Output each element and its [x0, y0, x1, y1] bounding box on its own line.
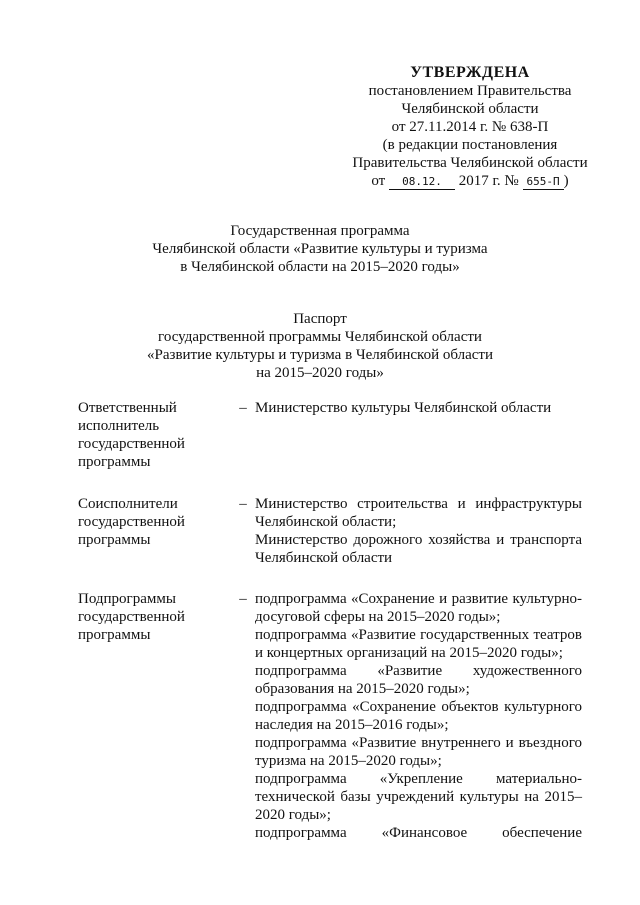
row-label-line: Подпрограммы: [78, 591, 176, 607]
program-title: [120, 222, 520, 276]
approval-number-filled: 655-П: [523, 175, 564, 190]
row-label-line: Ответственный: [78, 400, 177, 416]
passport-title-line-4: на 2015–2020 годы»: [256, 365, 384, 381]
approval-from-prefix: от: [371, 173, 386, 189]
row-dash: –: [239, 591, 247, 607]
passport-row-coexecutors: [78, 495, 582, 567]
row-label-line: государственной: [78, 609, 185, 625]
row-dash: –: [239, 400, 247, 416]
approval-line-2: Челябинской области: [401, 101, 539, 117]
passport-row-responsible: [78, 399, 582, 471]
approval-line-4: (в редакции постановления: [382, 137, 558, 153]
row-paragraph: Министерство дорожного хозяйства и транспорта Челябинской области: [255, 532, 582, 566]
approval-line-3: от 27.11.2014 г. № 638-П: [391, 119, 549, 135]
row-dash: –: [239, 496, 247, 512]
row-paragraph: Министерство культуры Челябинской области: [255, 400, 552, 416]
row-label-line: программы: [78, 627, 151, 643]
approval-date-filled: 08.12.: [389, 175, 455, 190]
approval-line-1: постановлением Правительства: [368, 83, 572, 99]
row-content: [255, 590, 582, 842]
row-paragraph: подпрограмма «Развитие государственных театров и концертных организаций на 2015–2020 годы»;: [255, 627, 582, 661]
row-content: [255, 399, 582, 471]
row-paragraph: подпрограмма «Укрепление материально-технической базы учреждений культуры на 2015–2020 годы»;: [255, 771, 582, 823]
approval-line-6: [350, 172, 590, 190]
passport-title-line-1: Паспорт: [293, 311, 347, 327]
program-title-line-2: Челябинской области «Развитие культуры и туризма: [152, 241, 488, 257]
passport-row-subprograms: [78, 590, 582, 842]
passport-title-line-3: «Развитие культуры и туризма в Челябинской области: [147, 347, 493, 363]
passport-title: [110, 310, 530, 382]
program-title-line-3: в Челябинской области на 2015–2020 годы»: [180, 259, 460, 275]
row-label-line: Соисполнители: [78, 496, 178, 512]
row-label-line: программы: [78, 532, 151, 548]
approval-stamp-block: [350, 63, 590, 190]
row-paragraph: Министерство строительства и инфраструктуры Челябинской области;: [255, 496, 582, 530]
row-paragraph: подпрограмма «Сохранение объектов культурного наследия на 2015–2016 годы»;: [255, 699, 582, 733]
row-label-line: государственной: [78, 436, 185, 452]
approval-line-5: Правительства Челябинской области: [352, 155, 588, 171]
row-label: [78, 399, 233, 471]
approval-close-paren: ): [563, 173, 569, 189]
row-paragraph: подпрограмма «Развитие художественного образования на 2015–2020 годы»;: [255, 663, 582, 697]
row-label: [78, 590, 233, 842]
approval-heading: УТВЕРЖДЕНА: [410, 64, 530, 81]
passport-title-line-2: государственной программы Челябинской области: [158, 329, 482, 345]
row-paragraph: подпрограмма «Развитие внутреннего и въездного туризма на 2015–2020 годы»;: [255, 735, 582, 769]
row-label-line: исполнитель: [78, 418, 160, 434]
row-paragraph: подпрограмма «Сохранение и развитие культурно-досуговой сферы на 2015–2020 годы»;: [255, 591, 582, 625]
row-label-line: государственной: [78, 514, 185, 530]
row-label-line: программы: [78, 454, 151, 470]
program-title-line-1: Государственная программа: [230, 223, 410, 239]
passport-table: [78, 399, 582, 842]
approval-year-text: 2017 г. №: [458, 173, 519, 189]
row-label: [78, 495, 233, 567]
row-content: [255, 495, 582, 567]
row-paragraph: подпрограмма «Финансовое обеспечение: [255, 825, 582, 841]
